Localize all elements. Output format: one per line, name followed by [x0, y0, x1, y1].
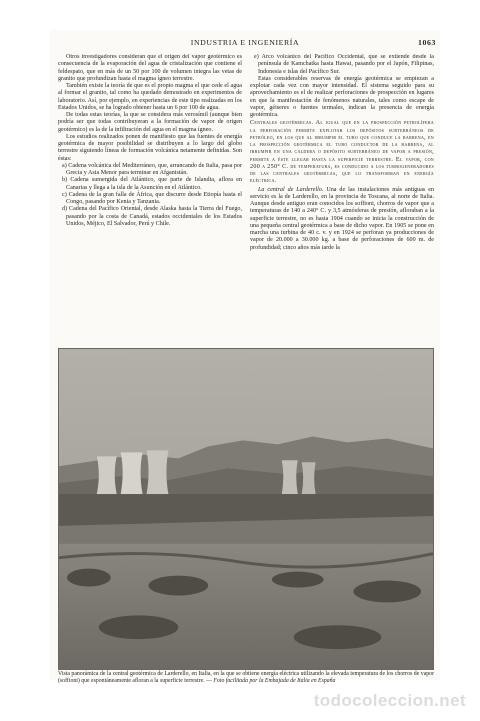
list-item: c) Cadena de la gran falla de África, que discurre desde Etiopía hasta el Congo, pasando por Kenia y Tanzania.	[62, 191, 242, 205]
paragraph: Los estudios realizados ponen de manifiesto que las fuentes de energía geotérmica de mayor posibilidad se distribuyen a lo largo del globo terrestre siguiendo líneas de formación volcánica netamente definidas. Son éstas:	[58, 133, 242, 162]
watermark: todocoleccion.net	[313, 691, 466, 710]
page-number: 1063	[418, 38, 436, 47]
subsection-paragraph	[250, 187, 434, 252]
right-column	[250, 54, 434, 372]
page	[50, 30, 440, 685]
list-item: a) Cadena volcánica del Mediterráneo, que, arrancando de Italia, pasa por Grecia y Asia Menor para terminar en Afganistán.	[62, 162, 242, 176]
subsection-heading: La central de Larderello.	[258, 186, 324, 193]
paragraph: Otros investigadores consideran que el origen del vapor geotérmico es consecuencia de la evaporación del agua de cristalización que contiene el feldespato, que en más de un 50 por 100 de volumen integra las vetas de granito que profundizan hasta el magma ígneo terrestre.	[58, 54, 242, 82]
subsection-text: Una de las instalaciones más antiguas en servicio es la de Larderello, en la provincia de Toscana, al norte de Italia. Aunque desde antiguo eran conocidos los soffioni, chorros de vapor que a temperaturas de 140 a 240° C. y 3,5 atmósferas de presión, afloraban a la superficie terrestre, no es hasta 1904 cuando se inicia la construcción de una pequeña central geotérmica a base de dicho vapor. En 1905 se pone en marcha una turbina de 40 c. v. y en 1924 se perforan ya producciones de vapor de 20.000 a 30.000 kg. a base de perforaciones de 600 m. de profundidad; cinco años más tarde la	[250, 186, 434, 251]
article-columns	[58, 54, 434, 372]
left-column	[58, 54, 242, 372]
paragraph: De todas estas teorías, la que se considera más verosímil (aunque bien podría ser que todas contribuyeran a la formación de vapor de origen geotérmico) es la de la infiltración del agua en el magma ígneo.	[58, 112, 242, 133]
list-item: d) Cadena del Pacífico Oriental, desde Alaska hasta la Tierra del Fuego, pasando por la costa de Canadá, estados occidentales de los Estados Unidos, Méjico, El Salvador, Perú y Chile.	[62, 206, 242, 227]
list-item: e) Arco volcánico del Pacífico Occidental, que se extiende desde la península de Kamchatka hasta Hawai, pasando por el Japón, Filipinas, Indonesia e islas del Pacífico Sur.	[254, 54, 434, 75]
section-text: Al igual que en la prospección petrolífera la perforación permite explotar los depósitos subterráneos de petróleo, en los que al irrumpir el tubo que conduce la barrena, en la prospección geotérmica el tubo conductor de la barrena, al irrumpir en una caldera o depósito subterráneo de vapor a presión, permite a éste llegar hasta la superficie terrestre. El vapor, con 200 a 250° C. de temperatura, es conducido a los turbogeneradores de las centrales geotérmicas, que lo transforman en energía eléctrica.	[250, 120, 434, 185]
larderello-photo	[58, 348, 434, 670]
photo-illustration	[59, 349, 433, 669]
section-paragraph	[250, 120, 434, 185]
list-item: b) Cadena sumergida del Atlántico, que parte de Islandia, aflora en Canarias y llega a la isla de la Asunción en el Atlántico.	[62, 177, 242, 191]
photo-credit: Foto facilitada por la Embajada de Italia en España	[213, 678, 336, 685]
caption-text: Vista panorámica de la central geotérmica de Larderello, en Italia, en la que se obtiene energía eléctrica utilizando la elevada temperatura de los chorros de vapor (soffioni) que espontáneamente afloran a la superficie terrestre. —	[58, 671, 434, 685]
paragraph: También existe la teoría de que es el propio magma el que cede el agua al formar el granito, tal como ha quedado demostrado en experimentos de laboratorio. Así, por ejemplo, en experiencias de este tipo realizadas en los Estados Unidos, se ha logrado obtener hasta un 6 por 100 de agua.	[58, 83, 242, 111]
photo-caption	[58, 671, 434, 686]
section-heading: Centrales geotérmicas.	[250, 120, 314, 127]
page-header	[50, 38, 440, 52]
header-title: INDUSTRIA E INGENIERÍA	[190, 38, 300, 47]
paragraph: Estas considerables reservas de energía geotérmica se empiezan a explotar cada vez con mayor intensidad. El sistema seguido para su aprovechamiento es el de realizar perforaciones de prospección en lugares en que la manifestación de fenómenos naturales, tales como escape de vapor, géiseres o fuentes termales, indican la presencia de energía geotérmica.	[250, 75, 434, 118]
